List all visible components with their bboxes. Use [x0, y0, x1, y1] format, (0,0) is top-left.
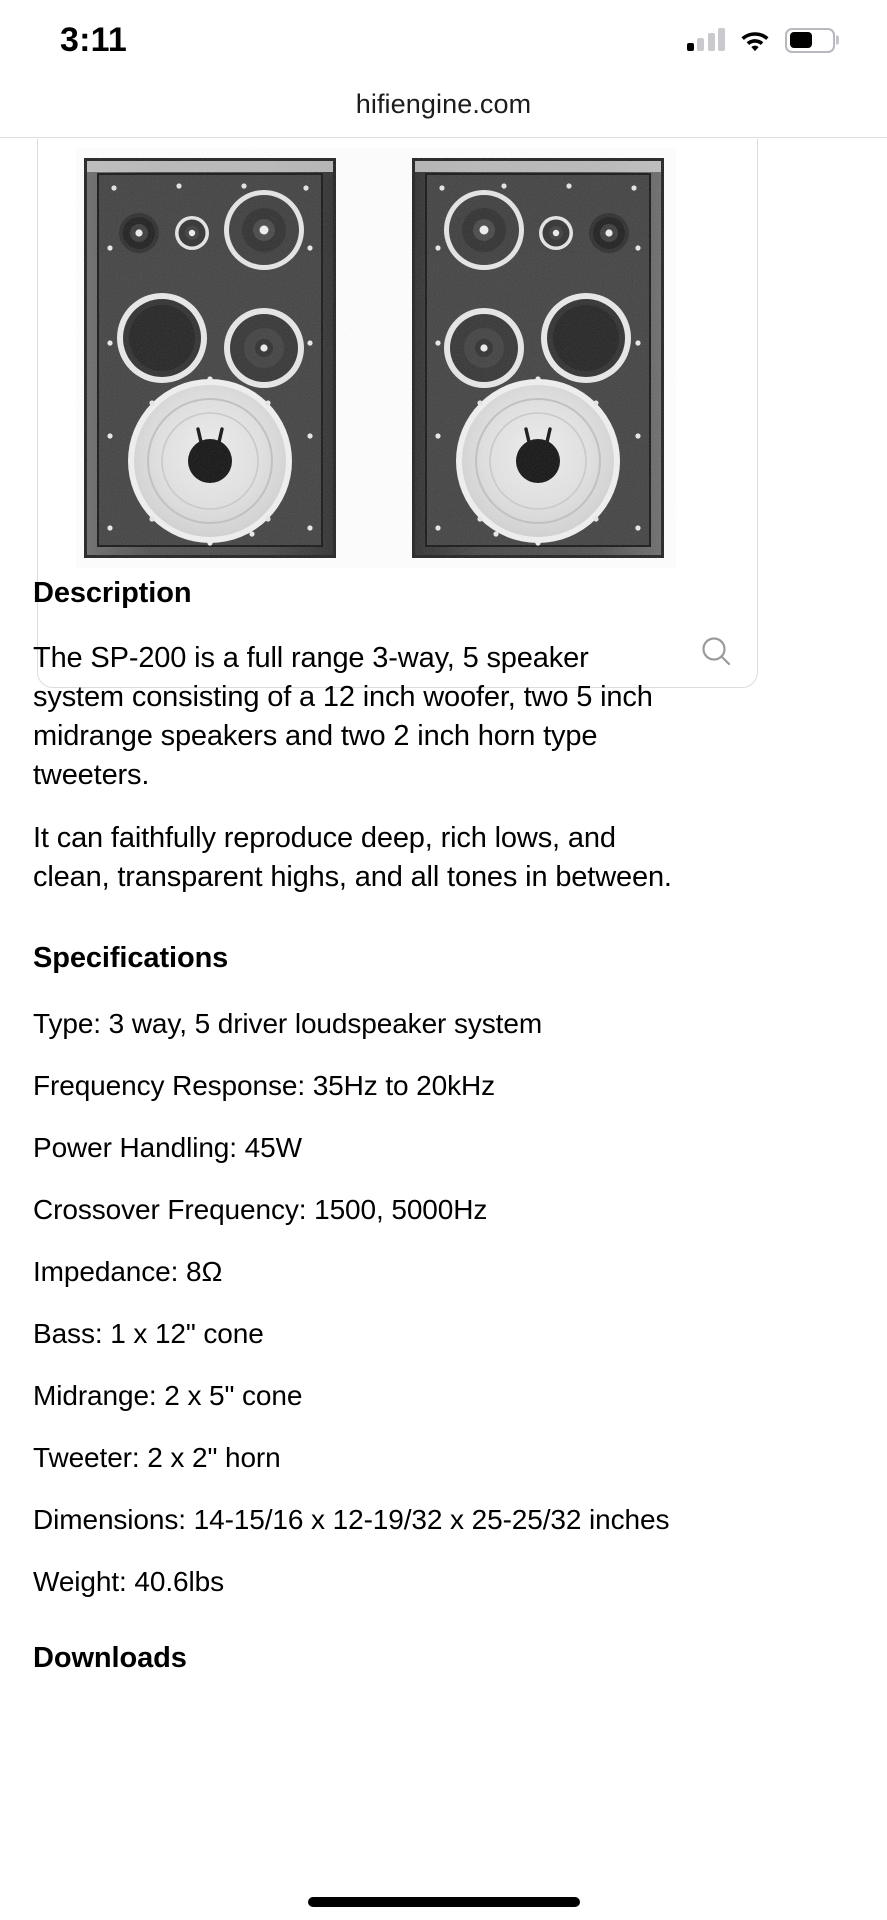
spec-type: Type: 3 way, 5 driver loudspeaker system	[33, 1007, 543, 1039]
status-indicators	[687, 20, 836, 53]
spec-midrange: Midrange: 2 x 5" cone	[33, 1379, 303, 1411]
spec-dimensions: Dimensions: 14-15/16 x 12-19/32 x 25-25/32 inches	[33, 1503, 670, 1535]
status-time: 3:11	[60, 21, 127, 59]
downloads-heading: Downloads	[33, 1641, 187, 1674]
spec-frequency-response: Frequency Response: 35Hz to 20kHz	[33, 1069, 496, 1101]
battery-icon	[785, 28, 835, 53]
status-bar	[0, 0, 887, 72]
sp-200-speaker-pair-photo	[76, 148, 676, 568]
web-page-content	[0, 139, 887, 1884]
specifications-heading: Specifications	[33, 941, 229, 974]
browser-url-bar[interactable]	[0, 72, 887, 138]
signal-bars-icon	[687, 29, 726, 51]
spec-impedance: Impedance: 8Ω	[33, 1255, 223, 1287]
article-body	[33, 576, 853, 1675]
wifi-icon	[739, 28, 771, 52]
spec-crossover-frequency: Crossover Frequency: 1500, 5000Hz	[33, 1193, 488, 1225]
description-heading: Description	[33, 577, 192, 609]
spec-bass: Bass: 1 x 12" cone	[33, 1317, 264, 1349]
description-paragraph-1: The SP-200 is a full range 3-way, 5 speaker system consisting of a 12 inch woofer, two 5 inch midrange speakers and two 2 inch horn type tweeters.	[33, 641, 653, 791]
home-indicator[interactable]	[308, 1897, 580, 1907]
spec-weight: Weight: 40.6lbs	[33, 1565, 224, 1597]
spec-tweeter: Tweeter: 2 x 2" horn	[33, 1441, 281, 1473]
url-text: hifiengine.com	[355, 89, 532, 119]
spec-power-handling: Power Handling: 45W	[33, 1131, 302, 1163]
home-indicator-area	[0, 1884, 887, 1920]
description-paragraph-2: It can faithfully reproduce deep, rich lows, and clean, transparent highs, and all tones in between.	[33, 821, 672, 893]
